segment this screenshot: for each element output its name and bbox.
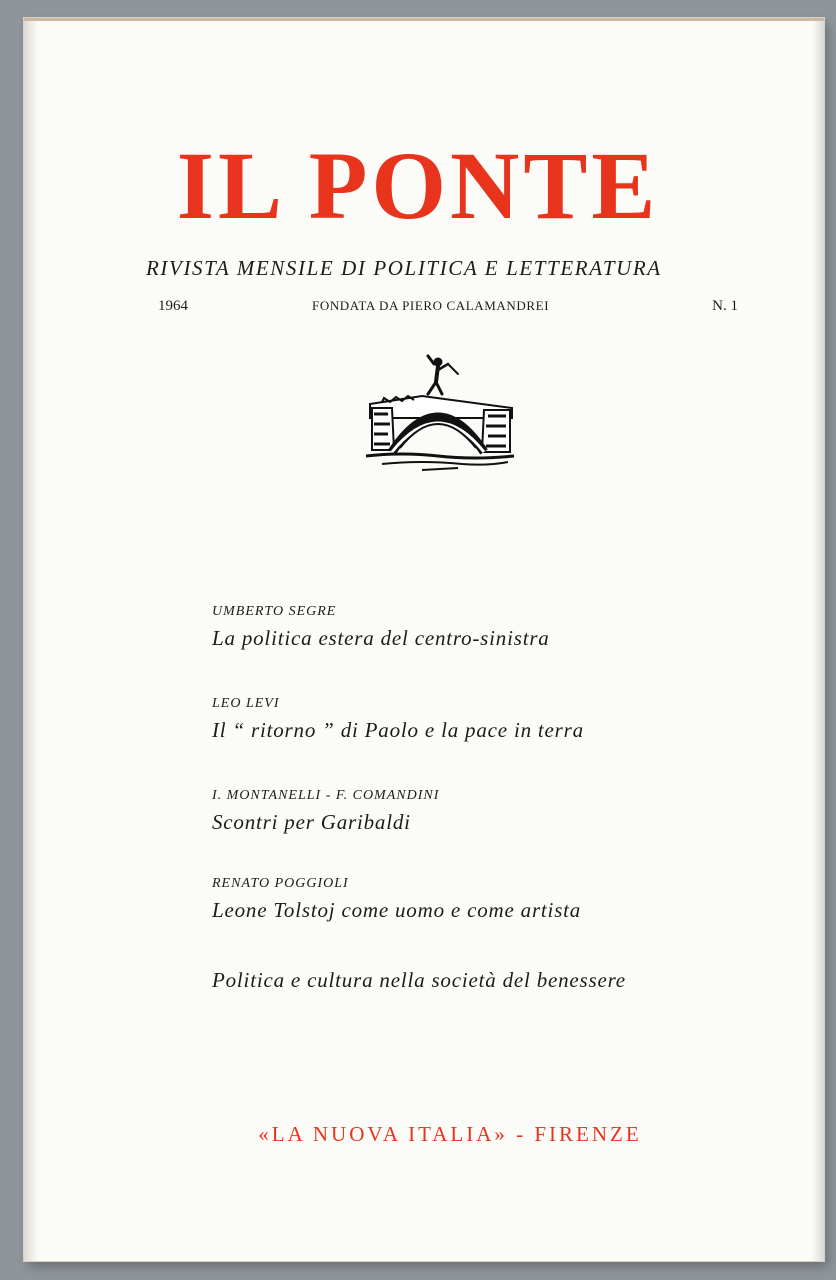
publisher-line: «LA NUOVA ITALIA» - FIRENZE xyxy=(258,1122,642,1146)
bridge-with-figure-icon xyxy=(362,352,518,474)
article-entry xyxy=(212,696,584,743)
article-title: Scontri per Garibaldi xyxy=(212,810,411,834)
article-entry xyxy=(212,962,626,993)
article-entry xyxy=(212,788,439,835)
magazine-subtitle: RIVISTA MENSILE DI POLITICA E LETTERATURA xyxy=(146,256,662,280)
article-entry xyxy=(212,876,581,923)
article-title: Leone Tolstoj come uomo e come artista xyxy=(212,898,582,922)
article-author: UMBERTO SEGRE xyxy=(212,604,337,619)
founder-line: FONDATA DA PIERO CALAMANDREI xyxy=(312,298,550,313)
issue-number: N. 1 xyxy=(712,298,738,314)
article-title: Il “ ritorno ” di Paolo e la pace in terra xyxy=(212,718,584,742)
issue-year: 1964 xyxy=(158,298,188,314)
article-title: La politica estera del centro-sinistra xyxy=(212,626,550,650)
article-entry xyxy=(212,604,550,651)
article-author: I. MONTANELLI - F. COMANDINI xyxy=(212,788,440,803)
article-title: Politica e cultura nella società del benessere xyxy=(212,968,626,992)
article-author: LEO LEVI xyxy=(212,696,280,711)
magazine-title: IL PONTE xyxy=(176,132,660,239)
article-author: RENATO POGGIOLI xyxy=(212,876,349,891)
